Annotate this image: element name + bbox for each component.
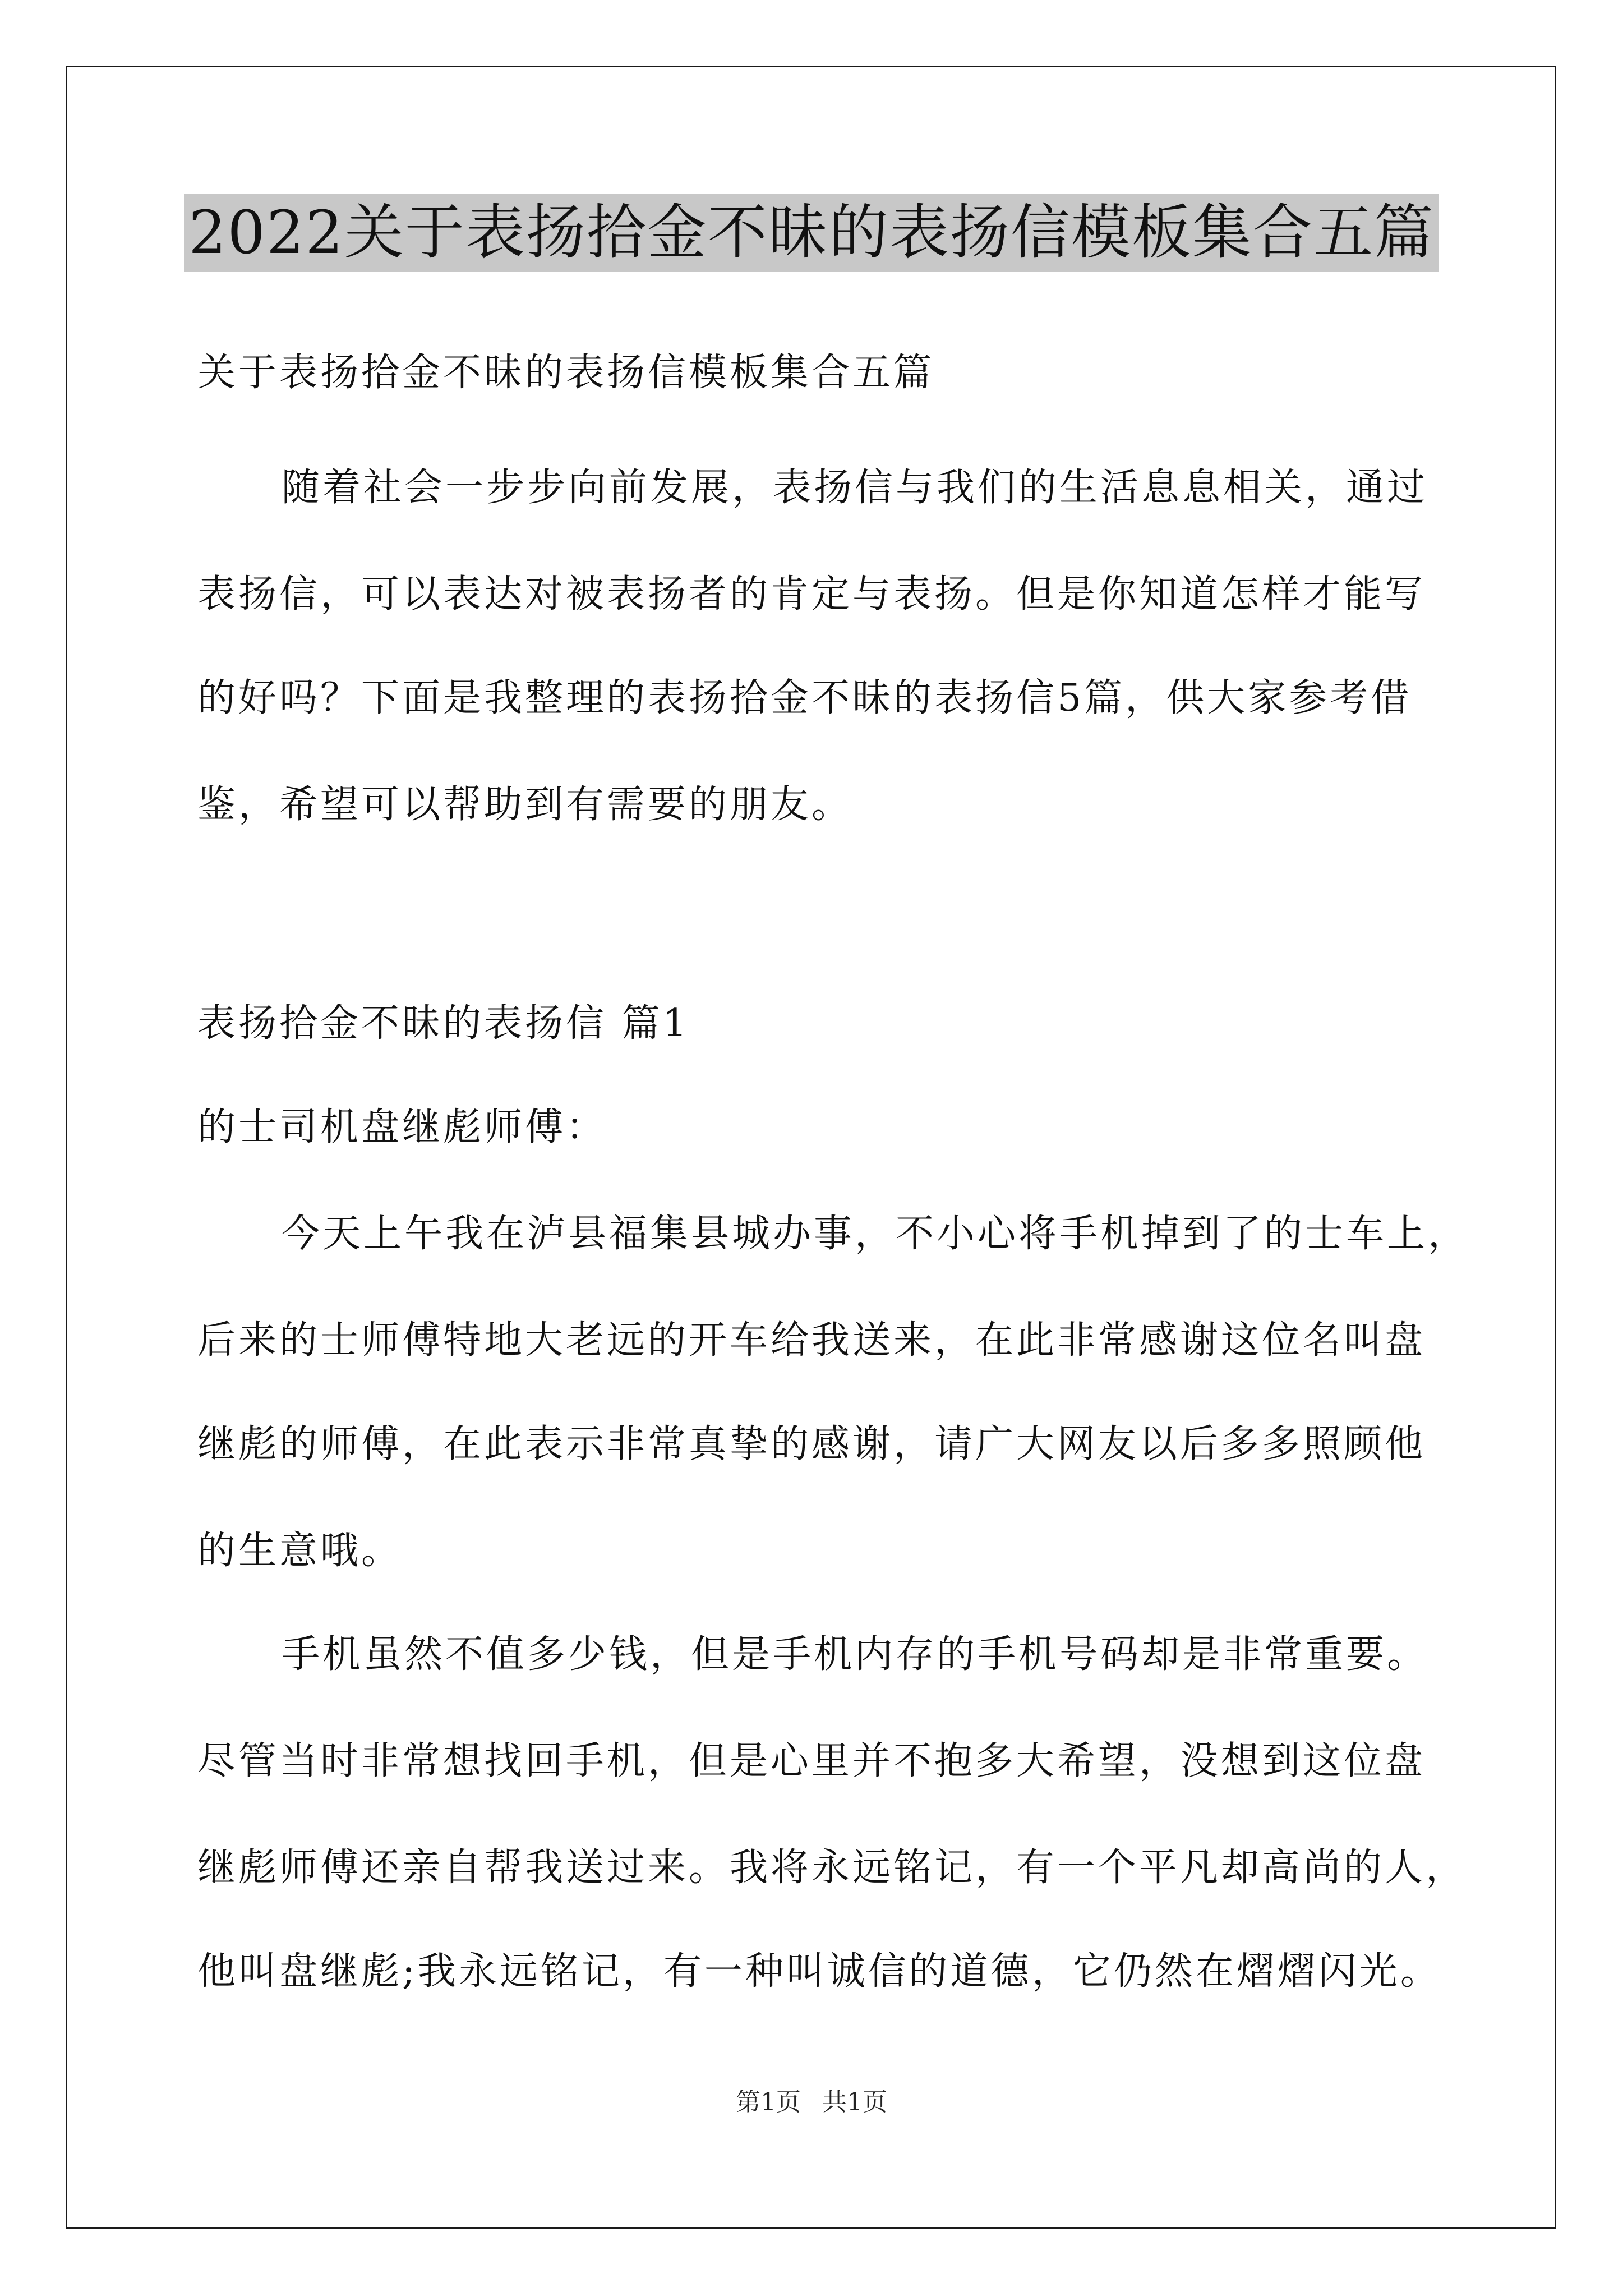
paragraph-line: 继彪的师傅，在此表示非常真挚的感谢，请广大网友以后多多照顾他 bbox=[197, 1422, 1426, 1466]
page-number: 第1页 bbox=[736, 2088, 801, 2116]
paragraph-line: 手机虽然不值多少钱，但是手机内存的手机号码却是非常重要。 bbox=[282, 1632, 1428, 1677]
intro-line: 表扬信，可以表达对被表扬者的肯定与表扬。但是你知道怎样才能写 bbox=[197, 572, 1426, 616]
section-heading: 表扬拾金不昧的表扬信 篇1 bbox=[197, 1001, 690, 1046]
title-container bbox=[0, 194, 1623, 272]
salutation: 的士司机盘继彪师傅： bbox=[197, 1105, 607, 1149]
intro-line: 鉴，希望可以帮助到有需要的朋友。 bbox=[197, 783, 853, 827]
page-footer bbox=[0, 2086, 1623, 2119]
paragraph-line: 继彪师傅还亲自帮我送过来。我将永远铭记，有一个平凡却高尚的人， bbox=[197, 1846, 1467, 1890]
paragraph-line: 尽管当时非常想找回手机，但是心里并不抱多大希望，没想到这位盘 bbox=[197, 1739, 1426, 1783]
intro-line: 的好吗？下面是我整理的表扬拾金不昧的表扬信5篇，供大家参考借 bbox=[197, 676, 1412, 720]
paragraph-line: 今天上午我在泸县福集县城办事，不小心将手机掉到了的士车上， bbox=[282, 1212, 1469, 1256]
document-title: 2022关于表扬拾金不昧的表扬信模板集合五篇 bbox=[184, 194, 1439, 272]
document-subtitle: 关于表扬拾金不昧的表扬信模板集合五篇 bbox=[197, 351, 935, 395]
paragraph-line: 后来的士师傅特地大老远的开车给我送来，在此非常感谢这位名叫盘 bbox=[197, 1318, 1426, 1363]
page-count: 共1页 bbox=[822, 2088, 887, 2116]
paragraph-line: 他叫盘继彪;我永远铭记，有一种叫诚信的道德，它仍然在熠熠闪光。 bbox=[197, 1949, 1441, 1994]
paragraph-line: 的生意哦。 bbox=[197, 1529, 403, 1573]
intro-line: 随着社会一步步向前发展，表扬信与我们的生活息息相关，通过 bbox=[282, 466, 1428, 510]
